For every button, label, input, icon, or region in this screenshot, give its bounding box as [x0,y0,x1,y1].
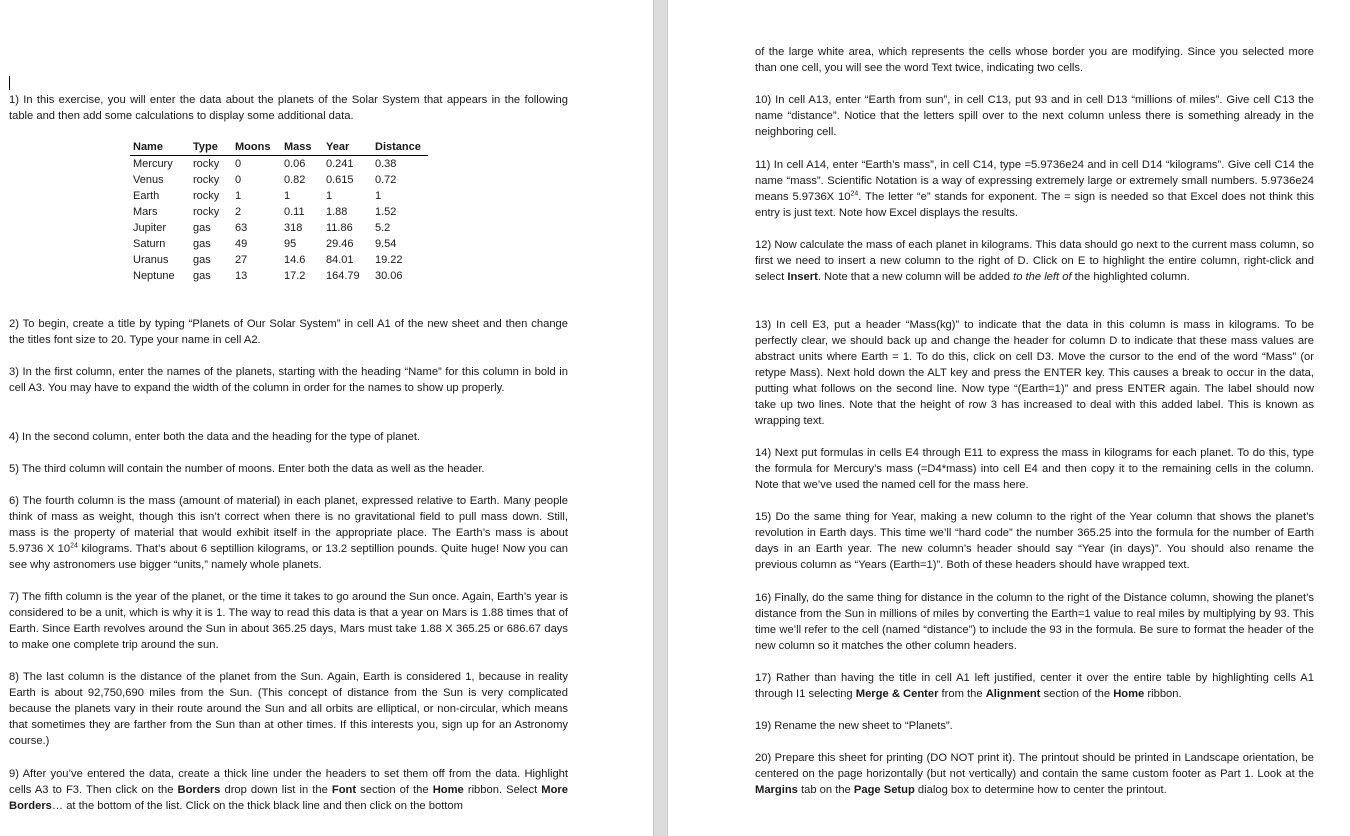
cell-name: Neptune [133,270,175,282]
paragraph-17-text-a: 17) Rather than having the title in cell A1 left justified, center it over the entire table by highlighting cells A1 through I1 selecting [755,672,1314,700]
header-distance: Distance [372,140,428,156]
margins-term: Margins [755,784,798,796]
paragraph-2: 2) To begin, create a title by typing “Planets of Our Solar System” in cell A1 of the new sheet and then change the titles font size to 20. Type your name in cell A2. [9,318,568,346]
cell-year: 1 [326,190,333,202]
cell-distance: 30.06 [375,270,403,282]
cell-distance: 1 [375,190,382,202]
cell-moons: 2 [235,206,242,218]
document-page-right[interactable] [668,0,1350,836]
header-name: Name [130,140,190,156]
cell-type: gas [193,254,211,266]
table-row [130,156,428,173]
cell-type: gas [193,270,211,282]
cell-distance: 0.72 [375,174,397,186]
paragraph-9 [9,766,568,814]
table-row [130,172,428,188]
paragraph-5: 5) The third column will contain the number of moons. Enter both the data as well as the header. [9,463,485,475]
cell-year: 29.46 [326,238,354,250]
paragraph-12-text-a: 12) Now calculate the mass of each planet in kilograms. This data should go next to the current mass column, so first we need to insert a new column to the right of D. Click on E to highlight the entire column, right-click and select [755,239,1314,283]
cell-moons: 63 [235,222,248,234]
header-type: Type [190,140,232,156]
paragraph-6-text-a: 6) The fourth column is the mass (amount of material) in each planet, expressed relative to Earth. Many people think of mass as weight, though this isn’t correct when there is no gravitational field to pull mass down. Still, mass is the property of material that would exhibit itself in the appropriate place. The Earth’s mass is about 5.9736 X 10 [9,495,568,555]
table-row [130,252,428,268]
cell-name: Mercury [133,158,173,170]
paragraph-11 [755,157,1314,221]
cell-distance: 1.52 [375,206,397,218]
paragraph-9-text-b: drop down list in the [220,784,332,796]
paragraph-9-text-a: 9) After you’ve entered the data, create a thick line under the headers to set them off from the data. Highlight cells A3 to F3. Then click on the [9,768,568,796]
cell-distance: 19.22 [375,254,403,266]
paragraph-9-text-d: ribbon. Select [463,784,542,796]
table-row [130,268,428,284]
left-of-term: to the left of [1013,271,1072,283]
home-term: Home [432,784,464,796]
header-mass: Mass [281,140,323,156]
paragraph-3: 3) In the first column, enter the names of the planets, starting with the heading “Name” for this column in bold in cell A3. You may have to expand the width of the column in order for the names to show up properly. [9,366,568,394]
paragraph-9-continued: of the large white area, which represents the cells whose border you are modifying. Since you selected more than one cell, you will see the word Text twice, indicating two cells. [755,46,1314,74]
cell-name: Jupiter [133,222,167,234]
table-header-row [130,140,428,156]
table-row [130,236,428,252]
cell-mass: 0.06 [284,158,306,170]
paragraph-17-text-d: ribbon. [1144,688,1182,700]
exponent: 24 [70,542,78,550]
font-term: Font [331,784,357,796]
paragraph-12 [755,237,1314,285]
paragraph-14: 14) Next put formulas in cells E4 through E11 to express the mass in kilograms for each planet. To do this, type the formula for Mercury’s mass (=D4*mass) into cell E4 and then copy it to the remaining cells in the column. Note that we’ve used the named cell for the mass here. [755,447,1314,491]
document-page-left[interactable] [0,0,653,836]
cell-type: rocky [193,158,220,170]
table-row [130,204,428,220]
paragraph-19: 19) Rename the new sheet to “Planets”. [755,720,953,732]
text-cursor [9,76,10,90]
paragraph-17-text-c: section of the [1040,688,1114,700]
paragraph-7: 7) The fifth column is the year of the planet, or the time it takes to go around the Sun once. Again, Earth’s year is considered to be a unit, which is why it is 1. The way to read this data is that a year on Mars is 1.88 times that of Earth. Since Earth revolves around the Sun in about 365.25 days, Mars must take 1.88 X 365.25 or 686.67 days to make one complete trip around the sun. [9,591,568,651]
page-divider [653,0,668,836]
paragraph-20-text-c: dialog box to determine how to center the printout. [914,784,1167,796]
paragraph-9-text-e: … at the bottom of the list. Click on the thick black line and then click on the bottom [51,800,463,812]
cell-name: Saturn [133,238,166,250]
paragraph-8: 8) The last column is the distance of the planet from the Sun. Again, Earth is considered 1, because in reality Earth is about 92,750,690 miles from the Sun. (This concept of distance from the Sun is very complicated because the planets vary in their route around the Sun and all orbits are elliptical, or non-circular, which means that sometimes they are farther from the Sun than at other times. If this interests you, sign up for an Astronomy course.) [9,671,568,747]
alignment-term: Alignment [985,688,1041,700]
cell-year: 1.88 [326,206,348,218]
cell-moons: 13 [235,270,248,282]
cell-moons: 49 [235,238,248,250]
cell-year: 164.79 [326,270,360,282]
header-moons: Moons [232,140,281,156]
cell-type: rocky [193,190,220,202]
cell-mass: 318 [284,222,303,234]
cell-moons: 1 [235,190,242,202]
more-borders-term: More Borders [9,784,569,812]
paragraph-11-text-a: 11) In cell A14, enter “Earth’s mass”, in cell C14, type =5.9736e24 and in cell D14 “kilograms”. Give cell C14 the name “mass”. Scientific Notation is a way of expressing extremely large or extremely small numbers. 5.9736e24 means 5.9736X 10 [755,159,1314,203]
cell-year: 11.86 [326,222,353,234]
cell-distance: 0.38 [375,158,397,170]
cell-mass: 1 [284,190,291,202]
merge-center-term: Merge & Center [855,688,939,700]
cell-year: 0.615 [326,174,354,186]
paragraph-12-text-c: the highlighted column. [1071,271,1190,283]
paragraph-4: 4) In the second column, enter both the data and the heading for the type of planet. [9,431,421,443]
page-setup-term: Page Setup [853,784,915,796]
cell-type: gas [193,238,211,250]
cell-type: rocky [193,206,220,218]
cell-mass: 0.82 [284,174,306,186]
paragraph-16: 16) Finally, do the same thing for distance in the column to the right of the Distance column, showing the planet’s distance from the Sun in millions of miles by converting the Earth=1 value to real miles by multiplying by 93. This time we’ll refer to the cell (named “distance”) to include the 93 in the formula. Be sure to format the header of the new column so it matches the other column headers. [755,592,1314,652]
cell-name: Mars [133,206,158,218]
paragraph-10: 10) In cell A13, enter “Earth from sun”, in cell C13, put 93 and in cell D13 “millions of miles”. Give cell C13 the name “distance”. Notice that the letters spill over to the next column unless there is something already in the neighboring cell. [755,94,1314,138]
cell-mass: 17.2 [284,270,306,282]
exponent: 24 [850,190,859,198]
paragraph-20-text-b: tab on the [797,784,854,796]
cell-mass: 14.6 [284,254,306,266]
paragraph-20-text-a: 20) Prepare this sheet for printing (DO NOT print it). The printout should be printed in Landscape orientation, be centered on the page horizontally (but not vertically) and contain the same custom footer as Part 1. Look at the [755,752,1314,780]
cell-distance: 9.54 [375,238,397,250]
paragraph-15: 15) Do the same thing for Year, making a new column to the right of the Year column that shows the planet’s revolution in Earth days. This time we’ll “hard code” the number 365.25 into the formula for the number of Earth days in an Earth year. The new column’s header should say “Year (in days)”. You should also rename the previous column as “Years (Earth=1)”. Both of these headers should have wrapped text. [755,511,1314,571]
planets-table [130,140,428,284]
paragraph-17 [755,670,1314,702]
table-row [130,188,428,204]
paragraph-1: 1) In this exercise, you will enter the data about the planets of the Solar System that appears in the following table and then add some calculations to display some additional data. [9,94,568,122]
cell-moons: 0 [235,158,242,170]
paragraph-17-text-b: from the [938,688,986,700]
cell-name: Earth [133,190,160,202]
home-term: Home [1113,688,1145,700]
table-row [130,220,428,236]
paragraph-13: 13) In cell E3, put a header “Mass(kg)” to indicate that the data in this column is mass in kilograms. To be perfectly clear, we should back up and change the header for column D to indicate that these mass values are abstract units where Earth = 1. To do this, click on cell D3. Move the cursor to the end of the word “Mass” (or retype Mass). Next hold down the ALT key and press the ENTER key. This causes a break to occur in the data, putting what follows on the second line. Now type “(Earth=1)” and press ENTER again. The label should now take up two lines. Note that the height of row 3 has increased to deal with this added label. This is known as wrapping text. [755,319,1314,427]
cell-distance: 5.2 [375,222,391,234]
paragraph-20 [755,750,1314,798]
paragraph-12-text-b: . Note that a new column will be added [817,271,1014,283]
paragraph-6-text-b: kilograms. That’s about 6 septillion kilograms, or 13.2 septillion pounds. Quite huge! Now you can see why astronomers use bigger “units,” namely whole planets. [9,543,568,571]
cell-moons: 27 [235,254,248,266]
cell-mass: 0.11 [284,206,305,218]
cell-name: Uranus [133,254,169,266]
insert-term: Insert [787,271,818,283]
cell-year: 84.01 [326,254,354,266]
paragraph-6 [9,493,568,573]
cell-mass: 95 [284,238,297,250]
borders-term: Borders [177,784,221,796]
cell-name: Venus [133,174,164,186]
cell-year: 0.241 [326,158,354,170]
cell-type: gas [193,222,211,234]
header-year: Year [323,140,372,156]
cell-type: rocky [193,174,220,186]
paragraph-9-text-c: section of the [356,784,433,796]
paragraph-11-text-b: . The letter “e” stands for exponent. The = sign is needed so that Excel does not think this entry is just text. Note how Excel displays the results. [755,191,1314,219]
cell-moons: 0 [235,174,242,186]
